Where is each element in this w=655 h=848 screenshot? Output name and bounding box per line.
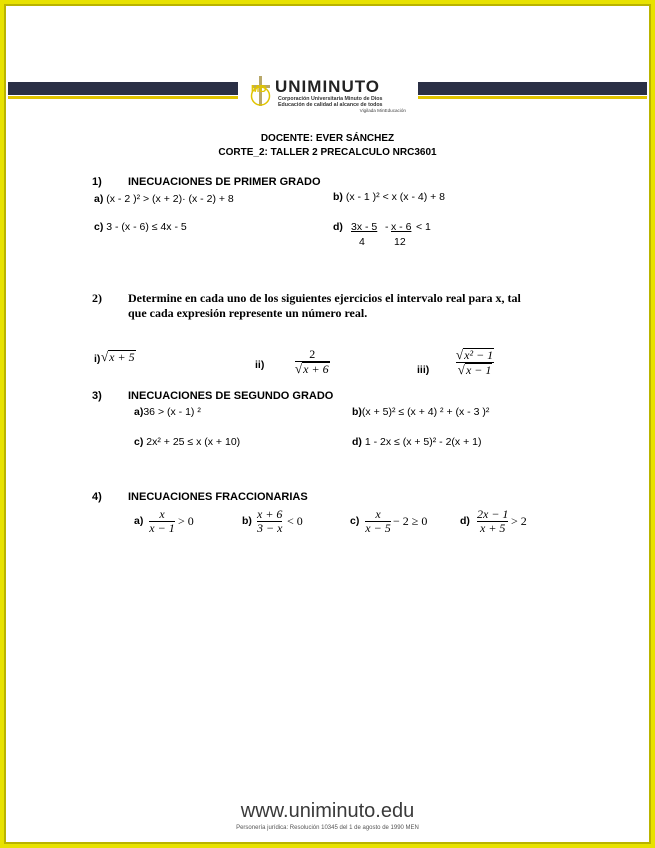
s1-d-num1: 3x - 5 [351, 221, 378, 233]
s3-d [352, 436, 481, 448]
s1-a-expr: (x - 2 )² > (x + 2)· (x - 2) + 8 [106, 193, 234, 205]
s3-a [134, 406, 201, 418]
s3-a-expr: 36 > (x - 1) ² [143, 406, 201, 418]
s2-iii-fraction [456, 348, 494, 377]
s1-c-label: c) [94, 221, 104, 233]
s4-b-label: b) [242, 515, 252, 527]
s2-i-label: i) [94, 353, 101, 365]
teacher-title: DOCENTE: EVER SÁNCHEZ [260, 133, 395, 144]
logo-name: UNIMINUTO [275, 77, 381, 96]
section-1-number: 1) [92, 176, 102, 188]
s3-d-label: d) [352, 436, 362, 448]
header-bar-right [418, 82, 647, 95]
s3-b-expr: (x + 5)² ≤ (x + 4) ² + (x - 3 )² [361, 406, 490, 418]
s1-d-minus: - [385, 221, 389, 233]
s2-iii-numerator: √x² − 1 [456, 347, 494, 362]
logo-line-3: Vigilada MinEducación [359, 108, 406, 113]
s4-d-label: d) [460, 515, 470, 527]
s4-b-denominator: 3 − x [257, 521, 283, 535]
header-bar-left [8, 82, 238, 95]
s4-c-label: c) [350, 515, 360, 527]
s3-c [134, 436, 240, 448]
s1-d-den1: 4 [359, 236, 365, 248]
s1-d-label: d) [333, 221, 343, 233]
s2-iii-den-radicand: x − 1 [465, 363, 492, 377]
s2-iii-num-radicand: x² − 1 [464, 348, 494, 362]
logo-line-2: Educación de calidad al alcance de todos [278, 102, 383, 108]
s1-a-label: a) [94, 193, 104, 205]
logo-line-1: Corporación Universitaria Minuto de Dios [278, 96, 383, 102]
s2-i-radicand: x + 5 [109, 350, 135, 364]
s4-d-fraction [477, 508, 508, 535]
section-2-text-1: Determine en cada uno de los siguientes ejercicios el intervalo real para x, tal [128, 291, 521, 305]
s1-d-num2: x - 6 [391, 221, 412, 233]
logo-mark-text: MD [251, 84, 267, 95]
s2-ii-label: ii) [255, 359, 265, 371]
s1-b [333, 191, 445, 203]
s1-c-expr: 3 - (x - 6) ≤ 4x - 5 [106, 221, 187, 233]
s3-c-expr: 2x² + 25 ≤ x (x + 10) [146, 436, 241, 448]
s2-ii-radicand: x + 6 [303, 362, 329, 376]
s4-c-numerator: x [375, 507, 381, 521]
s1-d-den2: 12 [394, 236, 406, 248]
s2-ii-fraction [295, 348, 330, 376]
s2-i-expr: √x + 5 [101, 349, 135, 364]
s4-a-label: a) [134, 515, 144, 527]
section-4-title: INECUACIONES FRACCIONARIAS [128, 491, 308, 503]
s4-d-rhs: > 2 [511, 514, 527, 528]
s4-b-numerator: x + 6 [257, 507, 283, 521]
s1-d-rhs: < 1 [416, 221, 431, 233]
uniminuto-logo [248, 72, 408, 114]
section-4-number: 4) [92, 491, 102, 503]
s4-a-fraction [149, 508, 175, 535]
s4-a-denominator: x − 1 [149, 521, 175, 535]
s4-a-numerator: x [159, 507, 165, 521]
s3-d-expr: 1 - 2x ≤ (x + 5)² - 2(x + 1) [364, 436, 482, 448]
s4-c-fraction [365, 508, 391, 535]
s1-b-label: b) [333, 191, 343, 203]
s4-d-numerator: 2x − 1 [477, 507, 509, 521]
section-2-text-2: que cada expresión represente un número real. [128, 306, 368, 320]
s2-ii-numerator: 2 [309, 347, 316, 361]
section-3-title: INECUACIONES DE SEGUNDO GRADO [128, 390, 334, 402]
s2-ii-denominator: √x + 6 [295, 361, 329, 376]
s4-a-rhs: > 0 [178, 514, 194, 528]
footer-url: www.uniminuto.edu [240, 800, 415, 822]
s3-b [352, 406, 489, 418]
s4-d-denominator: x + 5 [480, 521, 506, 535]
s1-c [94, 221, 187, 233]
section-2-number: 2) [92, 291, 102, 305]
section-3-number: 3) [92, 390, 102, 402]
s1-d [333, 221, 343, 233]
s4-c-denominator: x − 5 [365, 521, 391, 535]
s4-c-rhs: − 2 ≥ 0 [393, 514, 428, 528]
page-border-inner [4, 4, 651, 844]
s4-b-fraction [257, 508, 282, 535]
s2-iii-denominator: √x − 1 [457, 362, 492, 377]
s1-a [94, 193, 234, 205]
s1-b-expr: (x - 1 )² < x (x - 4) + 8 [345, 191, 446, 203]
s3-a-label: a) [134, 406, 144, 418]
s2-iii-label: iii) [417, 364, 430, 376]
section-1-title: INECUACIONES DE PRIMER GRADO [128, 176, 321, 188]
footer-legal: Personería jurídica: Resolución 10345 del 1 de agosto de 1990 MEN [236, 825, 419, 831]
s3-c-label: c) [134, 436, 144, 448]
s4-b-rhs: < 0 [287, 514, 303, 528]
s3-b-label: b) [352, 406, 362, 418]
course-title: CORTE_2: TALLER 2 PRECALCULO NRC3601 [218, 147, 437, 158]
